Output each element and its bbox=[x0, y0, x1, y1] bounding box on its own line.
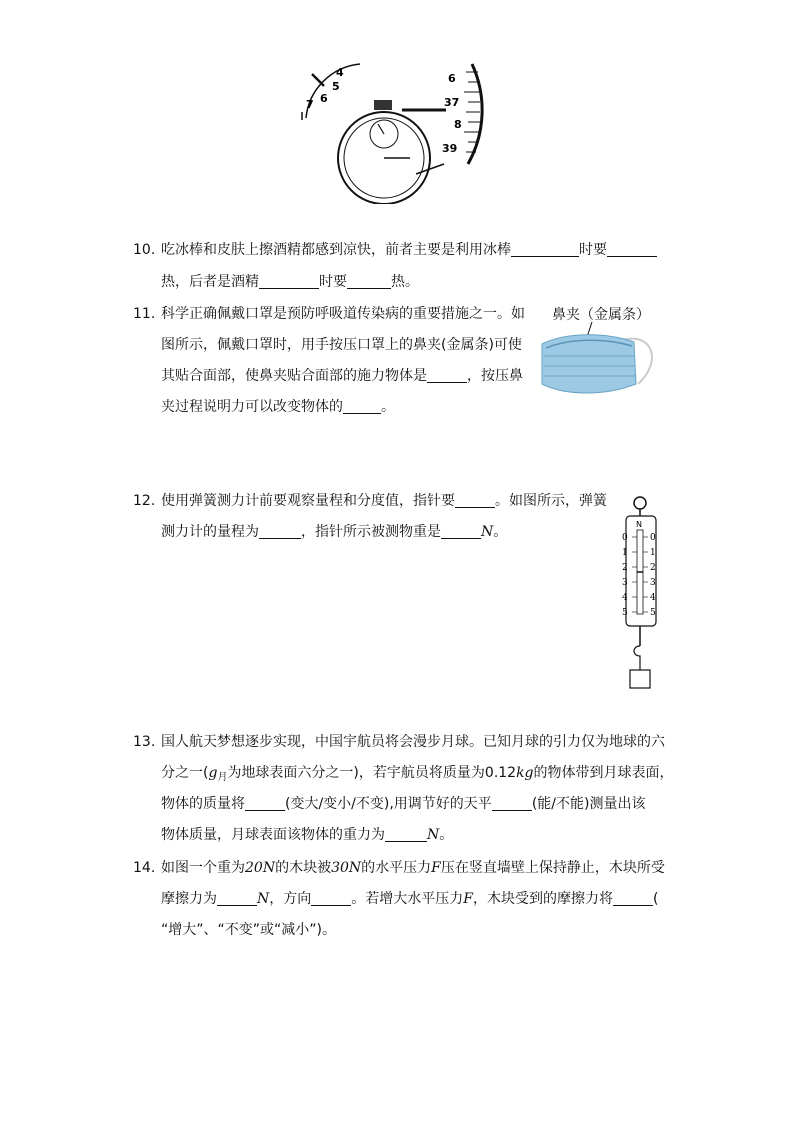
answer-blank[interactable] bbox=[455, 491, 495, 508]
text: 。 bbox=[381, 399, 395, 415]
text: 热，后者是酒精 bbox=[161, 274, 259, 290]
symbol: F bbox=[463, 891, 473, 907]
answer-blank[interactable] bbox=[607, 240, 657, 257]
unit: N bbox=[481, 524, 494, 540]
question-line bbox=[161, 485, 607, 517]
answer-blank[interactable] bbox=[259, 272, 319, 289]
text: 热。 bbox=[391, 274, 419, 290]
text: 物体质量，月球表面该物体的重力为 bbox=[161, 827, 385, 843]
tick-label: 1 bbox=[650, 548, 656, 558]
answer-blank[interactable] bbox=[217, 889, 257, 906]
text: 的物体带到月球表面， bbox=[533, 765, 674, 781]
text: 物体的质量将 bbox=[161, 796, 245, 812]
text: 为地球表面六分之一)，若宇航员将质量为 bbox=[227, 765, 485, 781]
scale-label-37: 37 bbox=[444, 96, 460, 109]
text: 。若增大水平压力 bbox=[351, 891, 464, 907]
text: 摩擦力为 bbox=[161, 891, 217, 907]
question-line bbox=[161, 234, 657, 266]
quantity: 20N bbox=[245, 860, 276, 876]
unit-label: N bbox=[636, 520, 642, 529]
tick-label: 5 bbox=[650, 608, 656, 618]
question-line bbox=[161, 360, 523, 392]
dial-label-4: 4 bbox=[336, 66, 344, 79]
text: 时要 bbox=[319, 274, 347, 290]
answer-blank[interactable] bbox=[492, 794, 532, 811]
text: ( bbox=[652, 891, 659, 907]
text: 测力计的量程为 bbox=[161, 524, 259, 540]
text: 的水平压力 bbox=[361, 860, 432, 876]
tick-label: 5 bbox=[622, 608, 628, 618]
text: 其贴合面部，使鼻夹贴合面部的施力物体是 bbox=[161, 368, 427, 384]
answer-blank[interactable] bbox=[613, 889, 653, 906]
question-line bbox=[161, 298, 525, 330]
text: ，按压鼻 bbox=[467, 368, 523, 384]
unit: kg bbox=[516, 765, 534, 781]
text: “增大”、“不变”或“减小”)。 bbox=[161, 922, 336, 938]
question-number: 12. bbox=[133, 493, 156, 509]
answer-blank[interactable] bbox=[245, 794, 285, 811]
answer-blank[interactable] bbox=[343, 397, 381, 414]
question-number: 13. bbox=[133, 734, 156, 750]
text: 的木块被 bbox=[275, 860, 332, 876]
text: ，指针所示被测物重是 bbox=[301, 524, 441, 540]
question-line bbox=[161, 883, 658, 915]
question-number: 11. bbox=[133, 306, 156, 322]
text: 使用弹簧测力计前要观察量程和分度值，指针要 bbox=[161, 493, 455, 509]
text: 国人航天梦想逐步实现，中国宇航员将会漫步月球。已知月球的引力仅为地球的六 bbox=[161, 734, 665, 750]
text: 压在竖直墙壁上保持静止，木块所受 bbox=[440, 860, 665, 876]
spring-scale-figure bbox=[620, 494, 664, 690]
question-line bbox=[161, 914, 336, 946]
text: 分之一( bbox=[161, 765, 209, 781]
question-line bbox=[161, 852, 665, 884]
mask-label: 鼻夹（金属条） bbox=[552, 307, 650, 323]
question-number: 10. bbox=[133, 242, 156, 258]
dial-label-6: 6 bbox=[320, 92, 328, 105]
dial-label-5: 5 bbox=[332, 80, 340, 93]
text: 。 bbox=[493, 524, 508, 540]
text: 。 bbox=[439, 827, 454, 843]
question-line bbox=[161, 516, 507, 548]
question-line bbox=[161, 788, 645, 820]
tick-label: 2 bbox=[650, 563, 656, 573]
mask-figure bbox=[536, 322, 660, 400]
text: (能/不能)测量出该 bbox=[531, 796, 646, 812]
answer-blank[interactable] bbox=[441, 522, 481, 539]
stopwatch-figure bbox=[298, 62, 498, 204]
symbol: F bbox=[431, 860, 441, 876]
question-line bbox=[161, 329, 522, 361]
text: (变大/变小/不变),用调节好的天平 bbox=[285, 796, 492, 812]
tick-label: 0 bbox=[650, 533, 656, 543]
question-line bbox=[161, 726, 665, 758]
answer-blank[interactable] bbox=[511, 240, 579, 257]
tick-label: 4 bbox=[650, 593, 656, 603]
scale-label-8: 8 bbox=[454, 118, 462, 131]
text: 。如图所示，弹簧 bbox=[495, 493, 607, 509]
text: 图所示，佩戴口罩时，用手按压口罩上的鼻夹(金属条)可使 bbox=[161, 337, 522, 353]
unit: N bbox=[427, 827, 440, 843]
quantity: 30N bbox=[331, 860, 362, 876]
symbol: g bbox=[208, 765, 218, 781]
dial-label-7: 7 bbox=[306, 98, 314, 111]
tick-label: 2 bbox=[622, 563, 628, 573]
number: 0.12 bbox=[484, 765, 517, 781]
tick-label: 3 bbox=[622, 578, 628, 588]
tick-label: 1 bbox=[622, 548, 628, 558]
text: 吃冰棒和皮肤上擦酒精都感到凉快，前者主要是利用冰棒 bbox=[161, 242, 511, 258]
answer-blank[interactable] bbox=[259, 522, 301, 539]
answer-blank[interactable] bbox=[311, 889, 351, 906]
subscript: 月 bbox=[217, 772, 228, 783]
text: 科学正确佩戴口罩是预防呼吸道传染病的重要措施之一。如 bbox=[161, 306, 525, 322]
scale-label-39: 39 bbox=[442, 142, 458, 155]
scale-label-6: 6 bbox=[448, 72, 456, 85]
answer-blank[interactable] bbox=[385, 825, 427, 842]
text: ，木块受到的摩擦力将 bbox=[472, 891, 613, 907]
text: 如图一个重为 bbox=[161, 860, 245, 876]
question-number: 14. bbox=[133, 860, 156, 876]
answer-blank[interactable] bbox=[427, 366, 467, 383]
tick-label: 3 bbox=[650, 578, 656, 588]
tick-label: 0 bbox=[622, 533, 628, 543]
text: 时要 bbox=[579, 242, 607, 258]
question-line bbox=[161, 266, 419, 298]
question-line bbox=[161, 819, 453, 851]
text: 夹过程说明力可以改变物体的 bbox=[161, 399, 343, 415]
answer-blank[interactable] bbox=[347, 272, 391, 289]
tick-label: 4 bbox=[622, 593, 628, 603]
text: ，方向 bbox=[269, 891, 312, 907]
unit: N bbox=[257, 891, 270, 907]
question-line bbox=[161, 391, 395, 423]
